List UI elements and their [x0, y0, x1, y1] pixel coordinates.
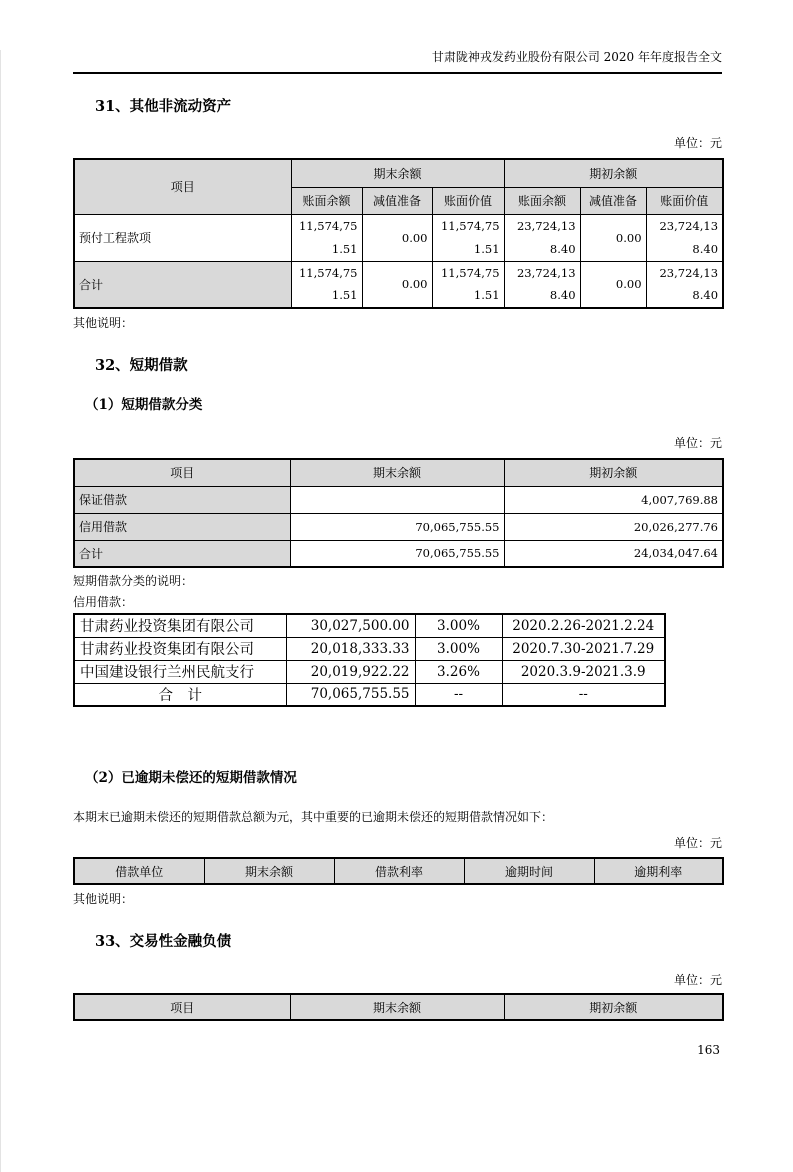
cell-value: 23,724,138.40 [504, 214, 580, 261]
col-group-beginning-balance: 期初余额 [504, 159, 723, 187]
table-row [74, 486, 723, 513]
overdue-loans-table [73, 857, 724, 885]
section-32-title: 32、短期借款 [95, 357, 188, 374]
section-32-1-title: （1）短期借款分类 [85, 397, 203, 413]
table-row-total [74, 540, 723, 567]
cell-value: 11,574,751.51 [432, 261, 504, 308]
cell-value: 23,724,138.40 [646, 261, 723, 308]
loan-rate: 3.00% [415, 637, 502, 660]
lender-name: 甘肃药业投资集团有限公司 [74, 614, 286, 637]
cell-value: 23,724,138.40 [504, 261, 580, 308]
col-header-item: 项目 [74, 459, 290, 486]
cell-value: 11,574,751.51 [432, 214, 504, 261]
loan-rate: -- [415, 683, 502, 706]
section-33-title: 33、交易性金融负债 [95, 933, 232, 950]
loan-rate: 3.00% [415, 614, 502, 637]
col-header-overdue-time: 逾期时间 [464, 858, 594, 884]
col-group-ending-balance: 期末余额 [291, 159, 504, 187]
row-label-total: 合计 [74, 261, 291, 308]
unit-label-32: 单位：元 [673, 436, 722, 450]
unit-label-32-2: 单位：元 [673, 836, 722, 850]
row-label-total: 合计 [74, 540, 290, 567]
table-row [74, 637, 665, 660]
cell-value: 24,034,047.64 [504, 540, 723, 567]
cell-value: 70,065,755.55 [290, 513, 504, 540]
subcol-book-value: 账面价值 [432, 187, 504, 214]
row-label: 预付工程款项 [74, 214, 291, 261]
credit-loans-table [73, 613, 666, 707]
col-header-beginning-balance: 期初余额 [504, 459, 723, 486]
short-term-loans-class-table [73, 458, 724, 568]
table-row [74, 513, 723, 540]
cell-value: 11,574,751.51 [291, 261, 362, 308]
lender-name: 中国建设银行兰州民航支行 [74, 660, 286, 683]
subcol-impairment: 减值准备 [580, 187, 646, 214]
col-header-ending-balance: 期末余额 [290, 459, 504, 486]
col-header-item: 项目 [74, 994, 290, 1020]
loan-rate: 3.26% [415, 660, 502, 683]
overdue-loans-paragraph: 本期末已逾期未偿还的短期借款总额为元，其中重要的已逾期未偿还的短期借款情况如下： [73, 810, 554, 824]
cell-value: 11,574,751.51 [291, 214, 362, 261]
credit-loans-label: 信用借款： [73, 595, 134, 609]
loan-amount: 30,027,500.00 [286, 614, 415, 637]
unit-label-31: 单位：元 [673, 136, 722, 150]
cell-value: 70,065,755.55 [290, 540, 504, 567]
cell-value [290, 486, 504, 513]
lender-name: 甘肃药业投资集团有限公司 [74, 637, 286, 660]
cell-value: 0.00 [362, 214, 432, 261]
trading-financial-liabilities-table [73, 993, 724, 1021]
table-row [74, 614, 665, 637]
section-32-2-title: （2）已逾期未偿还的短期借款情况 [85, 770, 297, 786]
col-header-loan-rate: 借款利率 [334, 858, 464, 884]
cell-value: 23,724,138.40 [646, 214, 723, 261]
table-row-total [74, 683, 665, 706]
col-header-overdue-rate: 逾期利率 [594, 858, 723, 884]
table-row [74, 214, 723, 261]
other-note-31: 其他说明： [73, 316, 134, 330]
other-note-32-2: 其他说明： [73, 892, 134, 906]
loan-period: 2020.3.9-2021.3.9 [502, 660, 665, 683]
loan-period: 2020.2.26-2021.2.24 [502, 614, 665, 637]
cell-value: 0.00 [580, 261, 646, 308]
subcol-book-value: 账面价值 [646, 187, 723, 214]
loans-class-note: 短期借款分类的说明： [73, 574, 194, 588]
col-header-item: 项目 [74, 159, 291, 214]
loan-amount: 20,018,333.33 [286, 637, 415, 660]
cell-value: 0.00 [580, 214, 646, 261]
page-number: 163 [697, 1043, 720, 1057]
col-header-ending-balance: 期末余额 [204, 858, 334, 884]
row-label: 保证借款 [74, 486, 290, 513]
subcol-impairment: 减值准备 [362, 187, 432, 214]
cell-value: 20,026,277.76 [504, 513, 723, 540]
loan-amount: 20,019,922.22 [286, 660, 415, 683]
subcol-book-balance: 账面余额 [504, 187, 580, 214]
loan-period: -- [502, 683, 665, 706]
col-header-beginning-balance: 期初余额 [504, 994, 723, 1020]
row-label: 信用借款 [74, 513, 290, 540]
table-row-total [74, 261, 723, 308]
unit-label-33: 单位：元 [673, 973, 722, 987]
col-header-ending-balance: 期末余额 [290, 994, 504, 1020]
report-title-header: 甘肃陇神戎发药业股份有限公司 2020 年年度报告全文 [73, 50, 722, 74]
section-31-title: 31、其他非流动资产 [95, 98, 232, 115]
table-row [74, 660, 665, 683]
subcol-book-balance: 账面余额 [291, 187, 362, 214]
col-header-borrower: 借款单位 [74, 858, 204, 884]
report-page [0, 50, 793, 1172]
loan-amount: 70,065,755.55 [286, 683, 415, 706]
page-content [73, 50, 722, 1057]
loan-period: 2020.7.30-2021.7.29 [502, 637, 665, 660]
other-noncurrent-assets-table [73, 158, 724, 309]
cell-value: 0.00 [362, 261, 432, 308]
cell-value: 4,007,769.88 [504, 486, 723, 513]
row-label-total: 合 计 [74, 683, 286, 706]
